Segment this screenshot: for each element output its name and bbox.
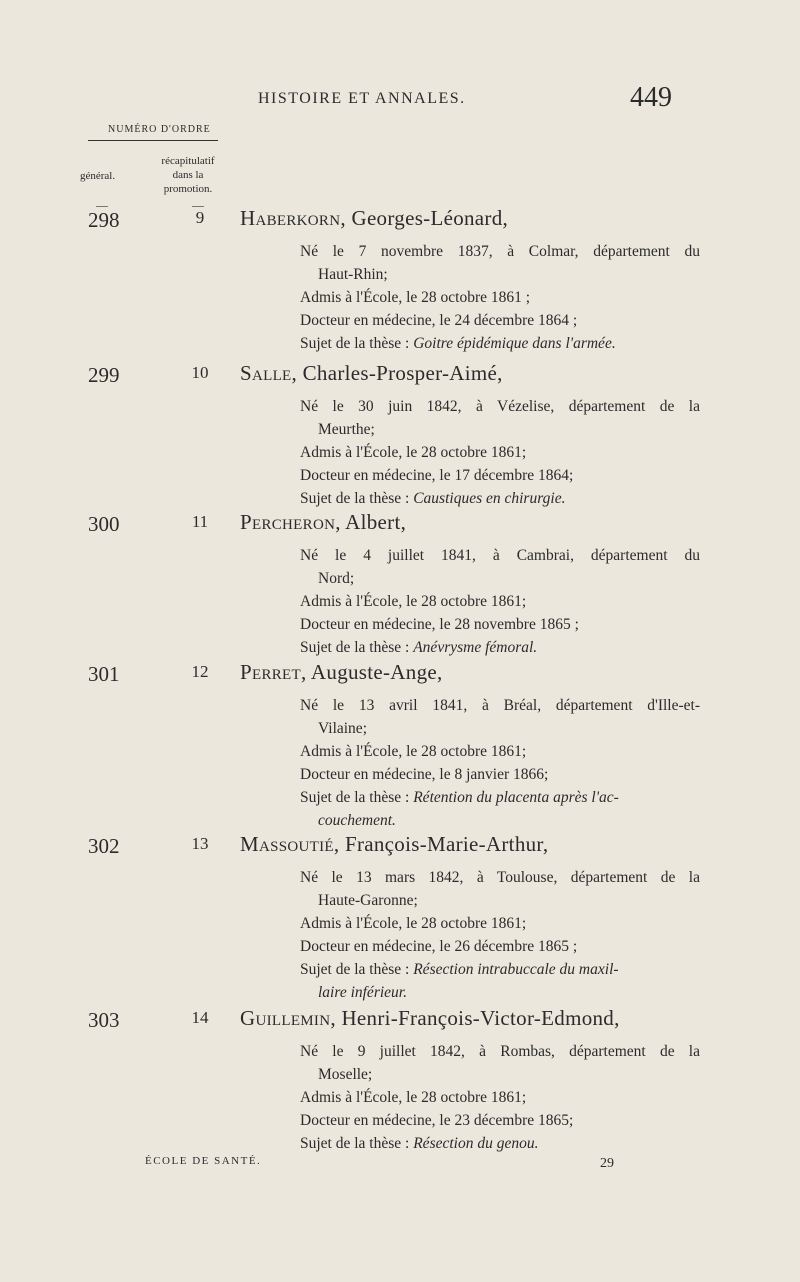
thesis-line-cont <box>300 981 700 1004</box>
thesis-prefix: Sujet de la thèse : <box>300 789 414 806</box>
column-header-general: général. <box>80 170 116 182</box>
admission-line: Admis à l'École, le 28 octobre 1861; <box>300 743 527 760</box>
thesis-line <box>300 1132 700 1155</box>
recap-number: 13 <box>191 834 209 853</box>
surname: Percheron <box>240 510 336 534</box>
entry-details <box>300 240 700 355</box>
admission-line: Admis à l'École, le 28 octobre 1861; <box>300 444 527 461</box>
surname: Perret <box>240 660 301 684</box>
birth-line: Né le 13 avril 1841, à Bréal, département d'Ille-et- <box>300 697 700 714</box>
doctorate-line: Docteur en médecine, le 24 décembre 1864 ; <box>300 312 578 329</box>
birth-line-cont: Nord; <box>318 570 355 587</box>
birth-line: Né le 9 juillet 1842, à Rombas, département de la <box>300 1043 700 1060</box>
entry-details <box>300 395 700 510</box>
recap-number: 12 <box>191 662 209 681</box>
given-names: , Auguste-Ange, <box>300 660 443 684</box>
entry-details <box>300 1040 700 1155</box>
running-title: HISTOIRE ET ANNALES. <box>258 90 466 107</box>
birth-line-cont: Moselle; <box>318 1066 373 1083</box>
thesis-prefix: Sujet de la thèse : <box>300 639 414 656</box>
thesis-title-cont: couchement. <box>318 812 396 829</box>
thesis-line <box>300 487 700 510</box>
given-names: , Henri-François-Victor-Edmond, <box>330 1006 620 1030</box>
header-brace-rule <box>88 140 218 151</box>
doctorate-line: Docteur en médecine, le 8 janvier 1866; <box>300 766 549 783</box>
recap-number: 14 <box>191 1008 209 1027</box>
thesis-prefix: Sujet de la thèse : <box>300 490 414 507</box>
given-names: , Charles-Prosper-Aimé, <box>291 361 503 385</box>
thesis-title: Résection intrabuccale du maxil- <box>413 961 619 978</box>
recap-line-3: promotion. <box>163 183 213 195</box>
footer-signature: ÉCOLE DE SANTÉ. <box>145 1155 262 1167</box>
doctorate-line: Docteur en médecine, le 17 décembre 1864; <box>300 467 574 484</box>
doctorate-line: Docteur en médecine, le 28 novembre 1865 ; <box>300 616 579 633</box>
thesis-title: Rétention du placenta après l'ac- <box>413 789 619 806</box>
thesis-title: Goitre épidémique dans l'armée. <box>413 335 616 352</box>
recap-line-1: récapitulatif <box>161 155 215 167</box>
doctorate-line: Docteur en médecine, le 23 décembre 1865; <box>300 1112 574 1129</box>
thesis-line <box>300 958 700 981</box>
thesis-prefix: Sujet de la thèse : <box>300 335 414 352</box>
admission-line: Admis à l'École, le 28 octobre 1861; <box>300 593 527 610</box>
person-name <box>240 361 503 386</box>
entry-details <box>300 544 700 659</box>
given-names: , Albert, <box>335 510 407 534</box>
page-number: 449 <box>630 82 672 113</box>
person-name <box>240 660 443 685</box>
thesis-title: Résection du genou. <box>413 1135 539 1152</box>
thesis-line <box>300 332 700 355</box>
surname: Haberkorn <box>240 206 341 230</box>
admission-line: Admis à l'École, le 28 octobre 1861 ; <box>300 289 531 306</box>
person-name <box>240 206 508 231</box>
surname: Guillemin <box>240 1006 331 1030</box>
footer-signature-number: 29 <box>600 1156 614 1171</box>
entry-details <box>300 866 700 1004</box>
person-name <box>240 832 548 857</box>
admission-line: Admis à l'École, le 28 octobre 1861; <box>300 1089 527 1106</box>
thesis-prefix: Sujet de la thèse : <box>300 961 414 978</box>
birth-line: Né le 7 novembre 1837, à Colmar, département du <box>300 243 700 260</box>
birth-line-cont: Haut-Rhin; <box>318 266 388 283</box>
dash-general: — <box>96 198 108 212</box>
thesis-prefix: Sujet de la thèse : <box>300 1135 414 1152</box>
given-names: , François-Marie-Arthur, <box>333 832 549 856</box>
general-number: 299 <box>88 363 120 387</box>
doctorate-line: Docteur en médecine, le 26 décembre 1865 ; <box>300 938 578 955</box>
surname: Massoutié <box>240 832 334 856</box>
general-number: 302 <box>88 834 120 858</box>
recap-number: 10 <box>191 363 209 382</box>
general-number: 301 <box>88 662 120 686</box>
recap-line-2: dans la <box>172 169 204 181</box>
birth-line-cont: Haute-Garonne; <box>318 892 418 909</box>
thesis-line <box>300 636 700 659</box>
birth-line: Né le 13 mars 1842, à Toulouse, département de la <box>300 869 700 886</box>
general-number: 298 <box>88 208 120 232</box>
birth-line: Né le 4 juillet 1841, à Cambrai, département du <box>300 547 700 564</box>
given-names: , Georges-Léonard, <box>340 206 509 230</box>
thesis-title: Anévrysme fémoral. <box>413 639 538 656</box>
general-number: 300 <box>88 512 120 536</box>
recap-number: 11 <box>191 512 209 531</box>
thesis-title: Caustiques en chirurgie. <box>413 490 566 507</box>
birth-line-cont: Meurthe; <box>318 421 375 438</box>
recap-number: 9 <box>195 208 205 227</box>
person-name <box>240 510 406 535</box>
person-name <box>240 1006 620 1031</box>
thesis-line <box>300 786 700 809</box>
thesis-title-cont: laire inférieur. <box>318 984 407 1001</box>
entry-details <box>300 694 700 832</box>
column-header-order-number: NUMÉRO D'ORDRE <box>108 124 211 135</box>
surname: Salle <box>240 361 292 385</box>
thesis-line-cont <box>300 809 700 832</box>
birth-line-cont: Vilaine; <box>318 720 367 737</box>
column-header-recap <box>148 154 228 196</box>
dash-recap: — <box>192 198 204 212</box>
general-number: 303 <box>88 1008 120 1032</box>
birth-line: Né le 30 juin 1842, à Vézelise, département de la <box>300 398 700 415</box>
admission-line: Admis à l'École, le 28 octobre 1861; <box>300 915 527 932</box>
